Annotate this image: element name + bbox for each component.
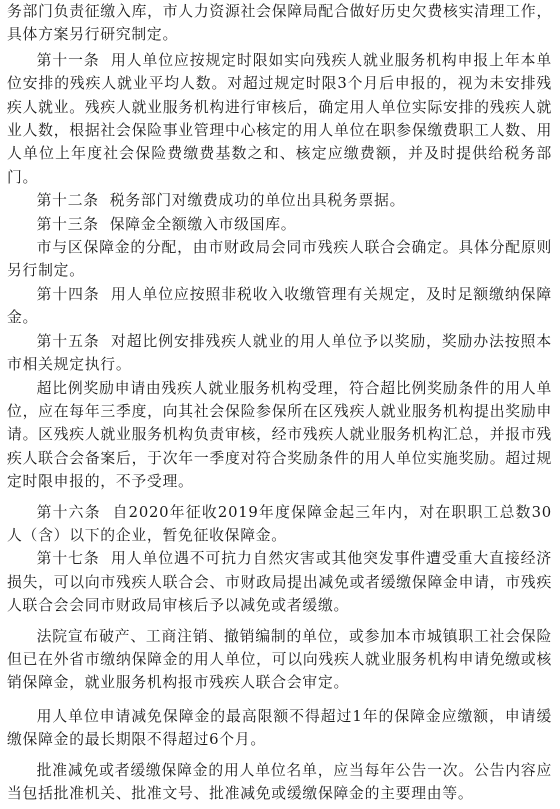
article-number: 第十七条	[36, 550, 100, 568]
article-text: 税务部门对缴费成功的单位出具税务票据。	[109, 192, 406, 210]
article-number: 第十四条	[36, 285, 100, 303]
article-15	[7, 330, 552, 377]
paragraph	[7, 377, 552, 494]
article-number: 第十二条	[36, 192, 99, 210]
article-14	[7, 283, 552, 330]
article-text: 用人单位遇不可抗力自然灾害或其他突发事件遭受重大直接经济损失，可以向市残疾人联合会、市财政局提出减免或者缓缴保障金申请，市残疾人联合会会同市财政局审核后予以减免或者缓缴。	[7, 550, 552, 615]
article-text: 用人单位应按照非税收入收缴管理有关规定，及时足额缴纳保障金。	[7, 285, 552, 327]
article-text: 保障金全额缴入市级国库。	[109, 215, 297, 233]
article-text: 用人单位应按规定时限如实向残疾人就业服务机构申报上年本单位安排的残疾人就业平均人数。对超过规定时限3个月后申报的，视为未安排残疾人就业。残疾人就业服务机构进行审核后，确定用人单位实际安排的残疾人就业人数，根据社会保险事业管理中心核定的用人单位在职参保缴费职工人数、用人单位上年度社会保险费缴费基数之和、核定应缴费额，并及时提供给税务部门。	[7, 51, 552, 186]
article-number: 第十一条	[36, 51, 100, 69]
article-17	[7, 547, 552, 617]
paragraph-text: 市与区保障金的分配，由市财政局会同市残疾人联合会确定。具体分配原则另行制定。	[7, 239, 552, 280]
article-12	[7, 189, 552, 212]
paragraph-text: 批准减免或者缓缴保障金的用人单位名单，应当每年公告一次。公告内容应当包括批准机关、批准文号、批准减免或缓缴保障金的主要理由等。	[7, 761, 552, 802]
article-number: 第十三条	[36, 215, 99, 233]
article-number: 第十五条	[36, 332, 100, 350]
paragraph-continuation	[7, 0, 552, 47]
paragraph-text: 务部门负责征缴入库，市人力资源社会保障局配合做好历史欠费核实清理工作，具体方案另行研究制定。	[7, 3, 552, 44]
article-11	[7, 49, 552, 189]
article-text: 自2020年征收2019年度保障金起三年内，对在职职工总数30人（含）以下的企业，暂免征收保障金。	[7, 503, 552, 544]
paragraph	[7, 625, 552, 695]
article-number: 第十六条	[36, 503, 101, 521]
article-13	[7, 213, 552, 236]
article-text: 对超比例安排残疾人就业的用人单位予以奖励，奖励办法按照本市相关规定执行。	[7, 332, 552, 374]
paragraph-text: 超比例奖励申请由残疾人就业服务机构受理，符合超比例奖励条件的用人单位，应在每年三季度，向其社会保险参保所在区残疾人就业服务机构提出奖励申请。区残疾人就业服务机构负责审核，经市残疾人就业服务机构汇总，并报市残疾人联合会备案后，于次年一季度对符合奖励条件的用人单位实施奖励。超过规定时限申报的，不予受理。	[7, 379, 552, 491]
paragraph-text: 法院宣布破产、工商注销、撤销编制的单位，或参加本市城镇职工社会保险但已在外省市缴纳保障金的用人单位，可以向残疾人就业服务机构申请免缴或核销保障金，就业服务机构报市残疾人联合会审定。	[7, 627, 552, 692]
paragraph	[7, 759, 552, 806]
article-16	[7, 501, 552, 548]
paragraph	[7, 236, 552, 283]
paragraph	[7, 705, 552, 752]
paragraph-text: 用人单位申请减免保障金的最高限额不得超过1年的保障金应缴额，申请缓缴保障金的最长期限不得超过6个月。	[7, 707, 552, 749]
